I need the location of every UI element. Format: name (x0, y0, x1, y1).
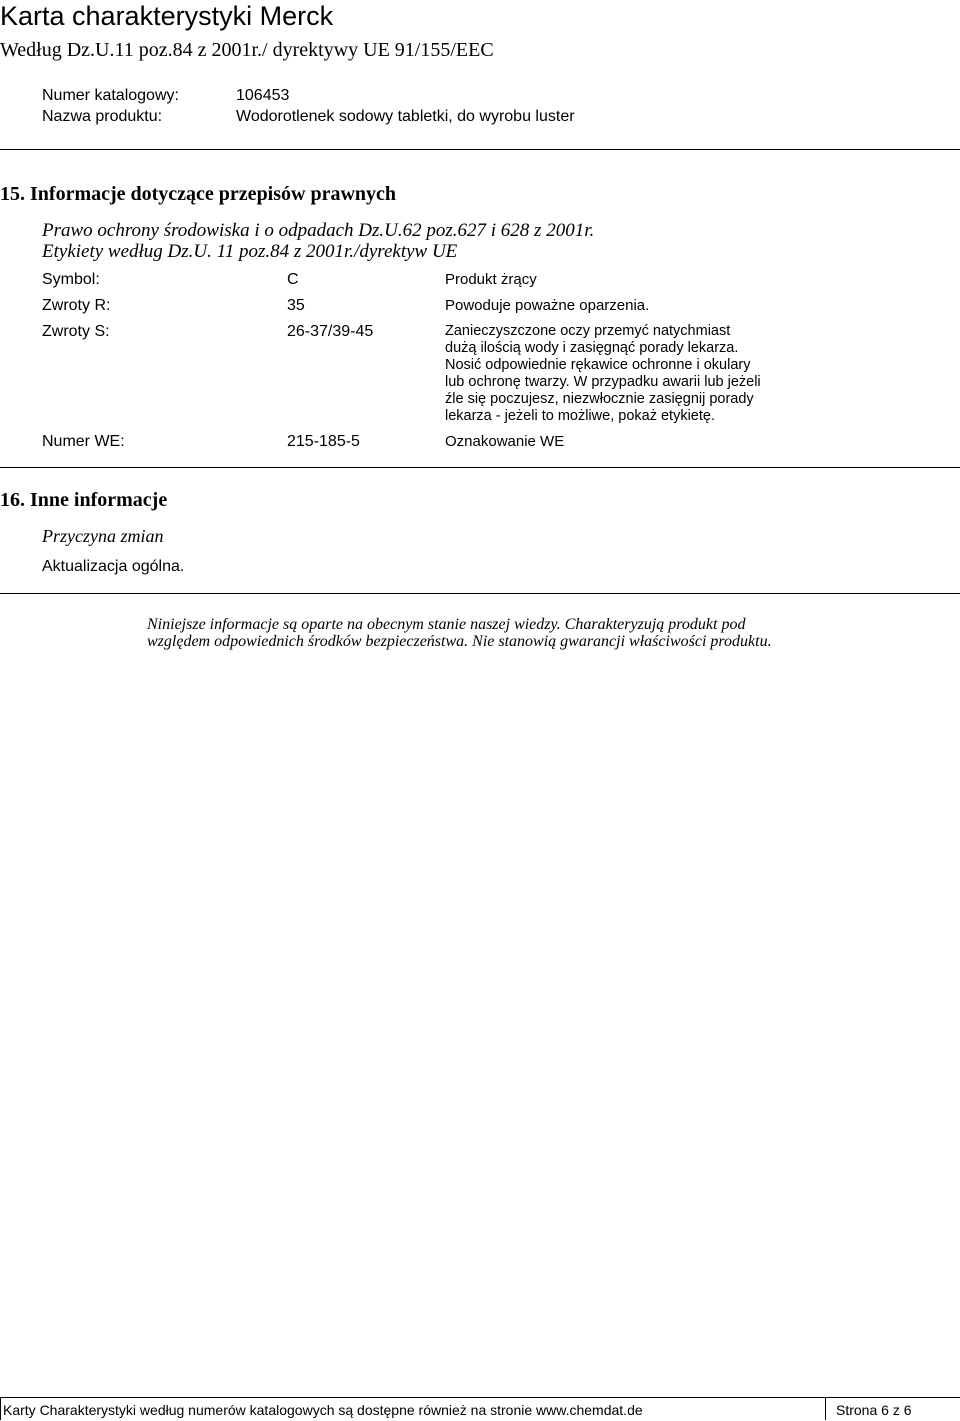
page-number: Strona 6 z 6 (836, 1402, 912, 1418)
law-reference-line-1: Prawo ochrony środowiska i o odpadach Dz.U.62 poz.627 i 628 z 2001r. (42, 220, 595, 241)
document-title: Karta charakterystyki Merck (0, 1, 334, 31)
footer-left-border (0, 1397, 1, 1420)
s-phrases-text: Zanieczyszczone oczy przemyć natychmiast dużą ilością wody i zasięgnąć porady lekarza. Nosić odpowiednie rękawice ochronne i okulary lub ochronę twarzy. W przypadku awarii lub jeżeli źle się poczujesz, niezwłocznie zasięgnij porady lekarza - jeżeli to możliwe, pokaż etykietę. (445, 323, 761, 424)
section-divider (0, 467, 960, 468)
r-phrases-code: 35 (287, 297, 305, 314)
footer-separator (825, 1397, 826, 1420)
header-divider (0, 149, 960, 150)
symbol-code: C (287, 271, 299, 288)
change-reason-value: Aktualizacja ogólna. (42, 558, 185, 575)
symbol-text: Produkt żrący (445, 271, 537, 288)
product-name-value: Wodorotlenek sodowy tabletki, do wyrobu luster (236, 108, 575, 125)
ec-number-text: Oznakowanie WE (445, 433, 565, 450)
disclaimer-text: Niniejsze informacje są oparte na obecnym stanie naszej wiedzy. Charakteryzują produkt pod względem odpowiednich środków bezpieczeństwa. Nie stanowią gwarancji właściwości produktu. (147, 616, 772, 650)
change-reason-label: Przyczyna zmian (42, 526, 164, 546)
catalog-number-label: Numer katalogowy: (42, 87, 179, 104)
s-phrases-code: 26-37/39-45 (287, 323, 374, 340)
disclaimer-divider (0, 593, 960, 594)
document-subtitle: Według Dz.U.11 poz.84 z 2001r./ dyrektywy UE 91/155/EEC (0, 39, 494, 61)
ec-number-code: 215-185-5 (287, 433, 360, 450)
footer-divider (0, 1397, 960, 1398)
section-15-heading: 15. Informacje dotyczące przepisów prawnych (0, 183, 397, 205)
r-phrases-text: Powoduje poważne oparzenia. (445, 297, 650, 314)
footer-note: Karty Charakterystyki według numerów katalogowych są dostępne również na stronie www.chemdat.de (3, 1402, 643, 1418)
section-16-heading: 16. Inne informacje (0, 489, 168, 511)
catalog-number-value: 106453 (236, 87, 290, 104)
symbol-label: Symbol: (42, 271, 100, 288)
r-phrases-label: Zwroty R: (42, 297, 111, 314)
s-phrases-label: Zwroty S: (42, 323, 110, 340)
product-name-label: Nazwa produktu: (42, 108, 163, 125)
law-reference-line-2: Etykiety według Dz.U. 11 poz.84 z 2001r./dyrektyw UE (42, 241, 458, 262)
ec-number-label: Numer WE: (42, 433, 125, 450)
